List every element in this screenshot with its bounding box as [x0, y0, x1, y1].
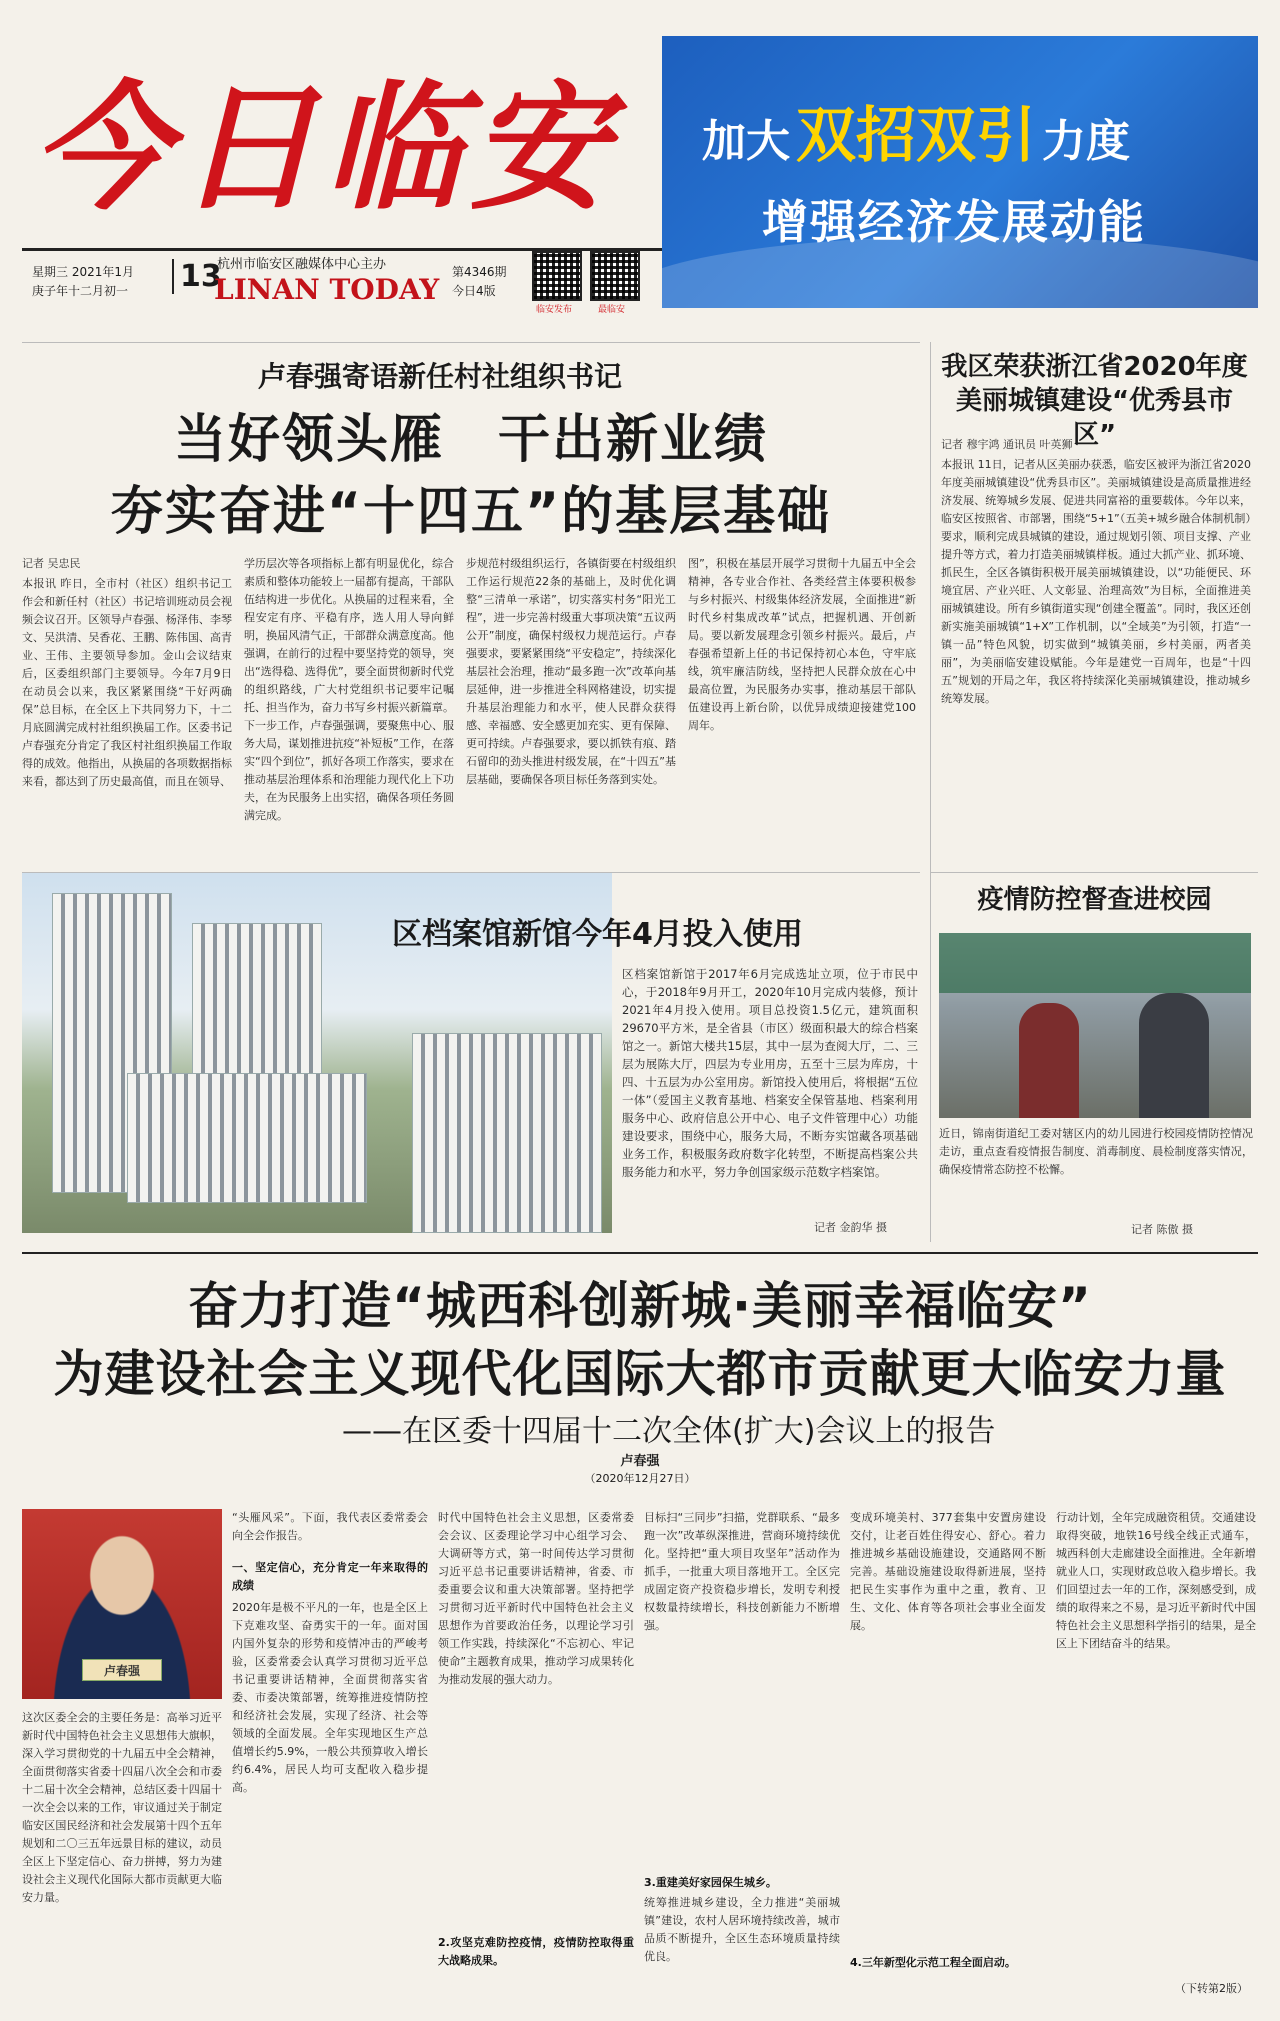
beautiful-town-byline: 记者 穆宇鸿 通讯员 叶英狮: [941, 438, 1073, 451]
date-info: [32, 263, 134, 301]
nameplate: 卢春强: [82, 1659, 162, 1681]
lead-byline: 记者 吴忠民: [22, 557, 81, 570]
qr2-label: 最临安: [598, 305, 626, 315]
slogan-highlight: 双招双引: [796, 101, 1036, 171]
archive-body: 区档案馆新馆于2017年6月完成选址立项，位于市民中心，于2018年9月开工，2020年10月完成内装修，预计2021年4月投入使用。项目总投资1.5亿元，建筑面积29670平方米，是全省县（市区）级面积最大的综合档案馆之一。新馆大楼共15层，其中一层为查阅大厅，二、三层为展陈大厅，四层为专业用房，五至十三层为库房，十四、十五层为办公室用房。新馆投入使用后，将根据“五位一体”（爱国主义教育基地、档案安全保管基地、档案利用服务中心、政府信息公开中心、电子文件管理中心）功能建设要求，围绕中心，服务大局，不断夯实馆藏各项基础业务工作，积极服务政府数字化转型，不断提高档案公共服务能力和水平，努力争创国家级示范数字档案馆。: [622, 967, 918, 1179]
dateline: [22, 248, 662, 315]
newspaper-logo: [22, 18, 662, 248]
report-column-3: 目标扫“三同步”扫描，党群联系、“最多跑一次”改革纵深推进，营商环境持续优化。坚持把“重大项目攻坚年”活动作为抓手，一批重大项目落地开工。全区完成固定资产投资稳步增长，发明专利授权数量持续增长，科技创新能力不断增强。: [644, 1511, 840, 1632]
archive-byline: 记者 金韵华 摄: [814, 1221, 887, 1234]
report-author: 卢春强: [620, 1454, 660, 1469]
report-subhead-4: 4.三年新型化示范工程全面启动。: [850, 1956, 1016, 1969]
beautiful-town-article: [930, 342, 1258, 872]
report-headline-2[interactable]: 为建设社会主义现代化国际大都市贡献更大临安力量: [53, 1345, 1227, 1403]
beautiful-town-body: 本报讯 11日，记者从区美丽办获悉，临安区被评为浙江省2020年度美丽城镇建设“优秀县市区”。美丽城镇建设是高质量推进经济发展、统筹城乡发展、促进共同富裕的重要载体。今年以来，临安区按照省、市部署，围绕“5+1”（五美+城乡融合体制机制）要求，顺利完成县城镇的建设，通过规划引领、项目支撑、产业提升等方式，着力打造美丽城镇样板。通过大抓产业、抓环境、抓民生，全区各镇街积极开展美丽城镇建设，以“功能便民、环境宜居、产业兴旺、人文彰显、治理高效”为目标，全面推进美丽城镇建设。所有乡镇街道实现“创建全覆盖”。同时，我区还创新实施美丽城镇“1+X”工作机制，以“全域美”为引领，打造“一镇一品”特色风貌，切实做到“城镇美丽，乡村美丽，两者美丽”，为美丽临安建设赋能。今年是建党一百周年，也是“十四五”规划的开局之年，我区将持续深化美丽城镇建设，推动城乡统筹发展。: [941, 458, 1251, 705]
archive-headline[interactable]: 区档案馆新馆今年4月投入使用: [392, 917, 803, 952]
lead-headline-2[interactable]: 夯实奋进“十四五”的基层基础: [110, 482, 832, 542]
report-subtitle: ——在区委十四届十二次全体(扩大)会议上的报告: [342, 1414, 996, 1449]
issue-info: [452, 263, 507, 301]
report-subhead-3: 3.重建美好家园保生城乡。: [644, 1876, 777, 1889]
building-shape: [412, 1033, 602, 1233]
report-column-1-intro: “头雁风采”。下面，我代表区委常委会向全会作报告。: [232, 1511, 428, 1542]
person-shape: [1139, 993, 1209, 1118]
report-column-3b: 统筹推进城乡建设，全力推进“美丽城镇”建设，农村人居环境持续改善，城市品质不断提升，全区生态环境质量持续优良。: [644, 1896, 840, 1963]
campus-caption: 近日，锦南街道纪工委对辖区内的幼儿园进行校园疫情防控情况走访，重点查看疫情报告制度、消毒制度、晨检制度落实情况，确保疫情常态防控不松懈。: [939, 1127, 1253, 1176]
report-column-4: 变成环境美村、377套集中安置房建设交付，让老百姓住得安心、舒心。着力推进城乡基础设施建设，交通路网不断完善。基础设施建设取得新进展，坚持把民生实事作为重中之重，教育、卫生、文化、体育等各项社会事业全面发展。: [850, 1511, 1046, 1632]
lead-column-2: 学历层次等各项指标上都有明显优化，综合素质和整体功能较上一届都有提高，干部队伍结构进一步优化。从换届的过程来看，全程安定有序、平稳有序，选人用人导向鲜明，换届风清气正，干部群众满意度高。他强调，在前行的过程中要坚持党的领导，突出“选得稳、选得优”，要全面贯彻新时代党的组织路线，广大村党组织书记要牢记嘱托、担当作为，奋力书写乡村振兴新篇章。下一步工作，卢春强强调，要聚焦中心、服务大局，谋划推进抗疫“补短板”工作，在落实“四个到位”，抓好各项工作落实，要求在推动基层治理体系和治理能力现代化上下功夫，在为民服务上出实招，确保各项任务圆满完成。: [244, 557, 454, 822]
qr-code-icon[interactable]: [590, 251, 640, 301]
campus-article: [930, 872, 1258, 1242]
report-article: [22, 1252, 1258, 2002]
issue-number: 第4346期: [452, 265, 507, 279]
english-name: LINAN TODAY: [214, 273, 440, 306]
continue-note[interactable]: （下转第2版）: [1175, 1982, 1248, 1995]
sponsor: 杭州市临安区融媒体中心主办: [217, 257, 387, 272]
slogan-banner: [662, 36, 1258, 308]
building-shape: [127, 1073, 367, 1203]
report-headline-1[interactable]: 奋力打造“城西科创新城·美丽幸福临安”: [188, 1277, 1092, 1335]
date-gregorian: 星期三 2021年1月: [32, 265, 134, 279]
date-lunar: 庚子年十二月初一: [32, 284, 129, 298]
slogan-pre: 加大: [702, 116, 790, 167]
lead-column-4: 图”，积极在基层开展学习贯彻十九届五中全会精神，各专业合作社、各类经营主体要积极参与乡村振兴、村级集体经济发展，全面推进“新时代乡村集成改革”试点，把握机遇、开创新局。要以新发展理念引领乡村振兴。最后，卢春强希望新上任的书记保持初心本色，守牢底线，筑牢廉洁防线，坚持把人民群众放在心中最高位置，为民服务办实事，推动基层干部队伍建设再上新台阶，以优异成绩迎接建党100周年。: [688, 557, 916, 732]
beautiful-town-headline[interactable]: 我区荣获浙江省2020年度美丽城镇建设“优秀县市区”: [941, 352, 1248, 450]
masthead: [22, 18, 1258, 318]
qr-code-icon[interactable]: [532, 251, 582, 301]
lead-headline-1[interactable]: 当好领头雁 干出新业绩: [173, 410, 768, 470]
slogan-line2: 增强经济发展动能: [762, 195, 1146, 249]
report-column-5: 行动计划，全年完成融资租赁。交通建设取得突破，地铁16号线全线正式通车，城西科创大走廊建设全面推进。全年新增就业人口，实现财政总收入稳步增长。我们回望过去一年的工作，深刻感受到，成绩的取得来之不易，是习近平新时代中国特色社会主义思想科学指引的结果，是全区上下团结奋斗的结果。: [1056, 1511, 1256, 1650]
logo-text: 今日临安: [32, 66, 617, 229]
tent-canopy: [939, 933, 1251, 993]
report-column-2: 时代中国特色社会主义思想，区委常委会会议、区委理论学习中心组学习会、大调研等方式，第一时间传达学习贯彻习近平总书记重要讲话精神，省委、市委重要会议和重大决策部署。坚持把学习贯彻习近平新时代中国特色社会主义思想作为首要政治任务，以理论学习引领工作实践，持续深化“不忘初心、牢记使命”主题教育成果，推动学习成果转化为推动发展的强大动力。: [438, 1511, 634, 1686]
campus-headline[interactable]: 疫情防控督查进校园: [977, 885, 1212, 915]
report-column-1: 2020年是极不平凡的一年，也是全区上下克难攻坚、奋勇实干的一年。面对国内国外复杂的形势和疫情冲击的严峻考验，区委常委会认真学习贯彻习近平总书记重要讲话精神，全面贯彻落实省委、市委决策部署，统筹推进疫情防控和经济社会发展，实现了经济、社会等领域的全面发展。全年实现地区生产总值增长约5.9%，一般公共预算收入增长约6.4%，居民人均可支配收入稳步提高。: [232, 1601, 428, 1794]
report-date: （2020年12月27日）: [584, 1472, 696, 1485]
report-subhead-2: 2.攻坚克难防控疫情，疫情防控取得重大战略成果。: [438, 1936, 634, 1967]
report-subhead-1: 一、坚定信心，充分肯定一年来取得的成绩: [232, 1561, 428, 1592]
lead-kicker: 卢春强寄语新任村社组织书记: [258, 360, 623, 393]
lead-column-1: 本报讯 昨日，全市村（社区）组织书记工作会和新任村（社区）书记培训班动员会视频会议召开。区领导卢春强、杨泽伟、李琴文、吴洪清、吴香花、王鹏、陈伟国、高青业、王伟、主要领导参加。金山会议结束后，区委组织部门主要领导。今年7月9日在动员会以来，我区紧紧围绕“干好两确保”总目标，在全区上下共同努力下，十二月底圆满完成村社组织换届工作。区委书记卢春强充分肯定了我区村社组织换届工作取得的成效。他指出，从换届的各项数据指标来看，都达到了历史最高值，而且在领导、: [22, 577, 232, 788]
person-shape: [1019, 1003, 1079, 1118]
author-portrait: [22, 1509, 222, 1699]
campus-byline: 记者 陈傲 摄: [1131, 1223, 1193, 1236]
slogan-line1: [702, 88, 1130, 174]
lead-column-3: 步规范村级组织运行，各镇街要在村级组织工作运行规范22条的基础上，及时优化调整“三清单一承诺”，切实落实村务“阳光工程”，进一步完善村级重大事项决策“五议两公开”制度，确保村级权力规范运行。卢春强要求，要紧紧围绕“平安稳定”，持续深化基层社会治理，推动“最多跑一次”改革向基层延伸，进一步推进全科网格建设，切实提升基层治理能力和水平，使人民群众获得感、幸福感、安全感更加充实、更有保障、更可持续。卢春强要求，要以抓铁有痕、踏石留印的劲头推进村级发展，在“十四五”基层基础，要确保各项目标任务落到实处。: [466, 557, 676, 786]
lead-article: [22, 342, 920, 862]
archive-article: [22, 872, 920, 1242]
page-number: 13: [172, 259, 222, 294]
qr1-label: 临安发布: [536, 305, 573, 315]
page-count: 今日4版: [452, 284, 496, 298]
slogan-post: 力度: [1042, 116, 1130, 167]
campus-photo: [939, 933, 1251, 1118]
report-column-0: 这次区委全会的主要任务是：高举习近平新时代中国特色社会主义思想伟大旗帜，深入学习贯彻党的十九届五中全会精神，全面贯彻落实省委十四届八次全会和市委十二届十次全会精神，总结区委十四届十一次全会以来的工作，审议通过关于制定临安区国民经济和社会发展第十四个五年规划和二〇三五年远景目标的建议，动员全区上下坚定信心、奋力拼搏，努力为建设社会主义现代化国际大都市贡献更大临安力量。: [22, 1711, 222, 1904]
